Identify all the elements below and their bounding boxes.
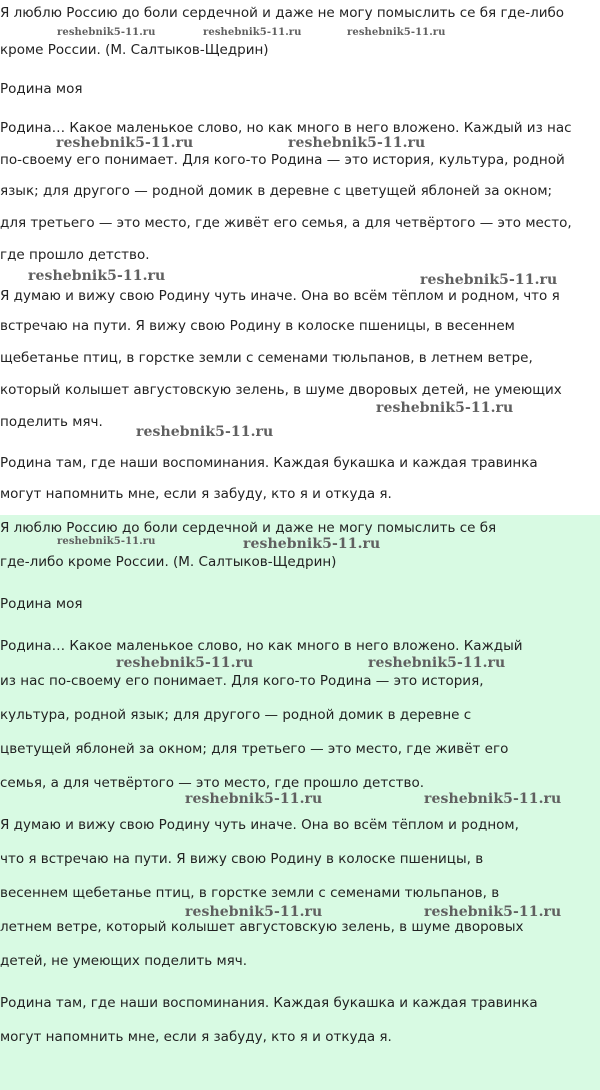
paragraph-1-line-4: для третьего — это место, где живёт его семья, а для четвёртого — это место, — [0, 215, 572, 231]
watermark: reshebnik5-11.ru — [185, 791, 323, 807]
highlighted-text-section — [0, 515, 600, 1090]
watermark: reshebnik5-11.ru — [420, 272, 558, 288]
paragraph-1-line-1: Родина… Какое маленькое слово, но как много в него вложено. Каждый — [0, 638, 523, 654]
watermark: reshebnik5-11.ru — [424, 791, 562, 807]
quote-line-1: Я люблю Россию до боли сердечной и даже не могу помыслить се бя — [0, 520, 497, 536]
paragraph-2-line-3: весеннем щебетанье птиц, в горстке земли с семенами тюльпанов, в — [0, 885, 500, 901]
paragraph-2-line-1: Я думаю и вижу свою Родину чуть иначе. Она во всём тёплом и родном, что я — [0, 288, 560, 304]
watermark: reshebnik5-11.ru — [288, 135, 426, 151]
paragraph-2-line-1: Я думаю и вижу свою Родину чуть иначе. Она во всём тёплом и родном, — [0, 817, 519, 833]
paragraph-2-line-3: щебетанье птиц, в горстке земли с семенами тюльпанов, в летнем ветре, — [0, 350, 533, 366]
watermark: reshebnik5-11.ru — [57, 27, 156, 38]
paragraph-3-line-1: Родина там, где наши воспоминания. Каждая букашка и каждая травинка — [0, 455, 538, 471]
watermark: reshebnik5-11.ru — [368, 655, 506, 671]
paragraph-3-line-2: могут напомнить мне, если я забуду, кто я и откуда я. — [0, 1029, 392, 1045]
paragraph-2-line-5: детей, не умеющих поделить мяч. — [0, 953, 248, 969]
paragraph-1-line-2: из нас по-своему его понимает. Для кого-то Родина — это история, — [0, 673, 484, 689]
watermark: reshebnik5-11.ru — [347, 27, 446, 38]
essay-title: Родина моя — [0, 596, 83, 612]
watermark: reshebnik5-11.ru — [424, 904, 562, 920]
watermark: reshebnik5-11.ru — [136, 424, 274, 440]
essay-title: Родина моя — [0, 81, 83, 97]
watermark: reshebnik5-11.ru — [203, 27, 302, 38]
watermark: reshebnik5-11.ru — [28, 268, 166, 284]
quote-line-2: кроме России. (М. Салтыков-Щедрин) — [0, 42, 269, 58]
quote-line-1: Я люблю Россию до боли сердечной и даже не могу помыслить се бя где-либо — [0, 5, 565, 21]
paragraph-2-line-2: что я встречаю на пути. Я вижу свою Родину в колоске пшеницы, в — [0, 851, 484, 867]
quote-line-2: где-либо кроме России. (М. Салтыков-Щедрин) — [0, 554, 337, 570]
watermark: reshebnik5-11.ru — [57, 536, 156, 547]
paragraph-1-line-2: по-своему его понимает. Для кого-то Родина — это история, культура, родной — [0, 152, 565, 168]
original-text-section — [0, 0, 600, 515]
paragraph-1-line-3: язык; для другого — родной домик в деревне с цветущей яблоней за окном; — [0, 183, 553, 199]
paragraph-3-line-1: Родина там, где наши воспоминания. Каждая букашка и каждая травинка — [0, 995, 538, 1011]
paragraph-2-line-4: летнем ветре, который колышет августовскую зелень, в шуме дворовых — [0, 919, 524, 935]
watermark: reshebnik5-11.ru — [376, 400, 514, 416]
paragraph-3-line-2: могут напомнить мне, если я забуду, кто я и откуда я. — [0, 486, 392, 502]
paragraph-1-line-4: цветущей яблоней за окном; для третьего — это место, где живёт его — [0, 741, 509, 757]
watermark: reshebnik5-11.ru — [243, 536, 381, 552]
paragraph-2-line-5: поделить мяч. — [0, 414, 103, 430]
paragraph-1-line-1: Родина… Какое маленькое слово, но как много в него вложено. Каждый из нас — [0, 120, 572, 136]
watermark: reshebnik5-11.ru — [116, 655, 254, 671]
watermark: reshebnik5-11.ru — [185, 904, 323, 920]
watermark: reshebnik5-11.ru — [56, 135, 194, 151]
paragraph-1-line-3: культура, родной язык; для другого — родной домик в деревне с — [0, 707, 472, 723]
paragraph-2-line-2: встречаю на пути. Я вижу свою Родину в колоске пшеницы, в весеннем — [0, 318, 515, 334]
paragraph-1-line-5: где прошло детство. — [0, 247, 150, 263]
paragraph-1-line-5: семья, а для четвёртого — это место, где прошло детство. — [0, 775, 424, 791]
paragraph-2-line-4: который колышет августовскую зелень, в шуме дворовых детей, не умеющих — [0, 382, 562, 398]
